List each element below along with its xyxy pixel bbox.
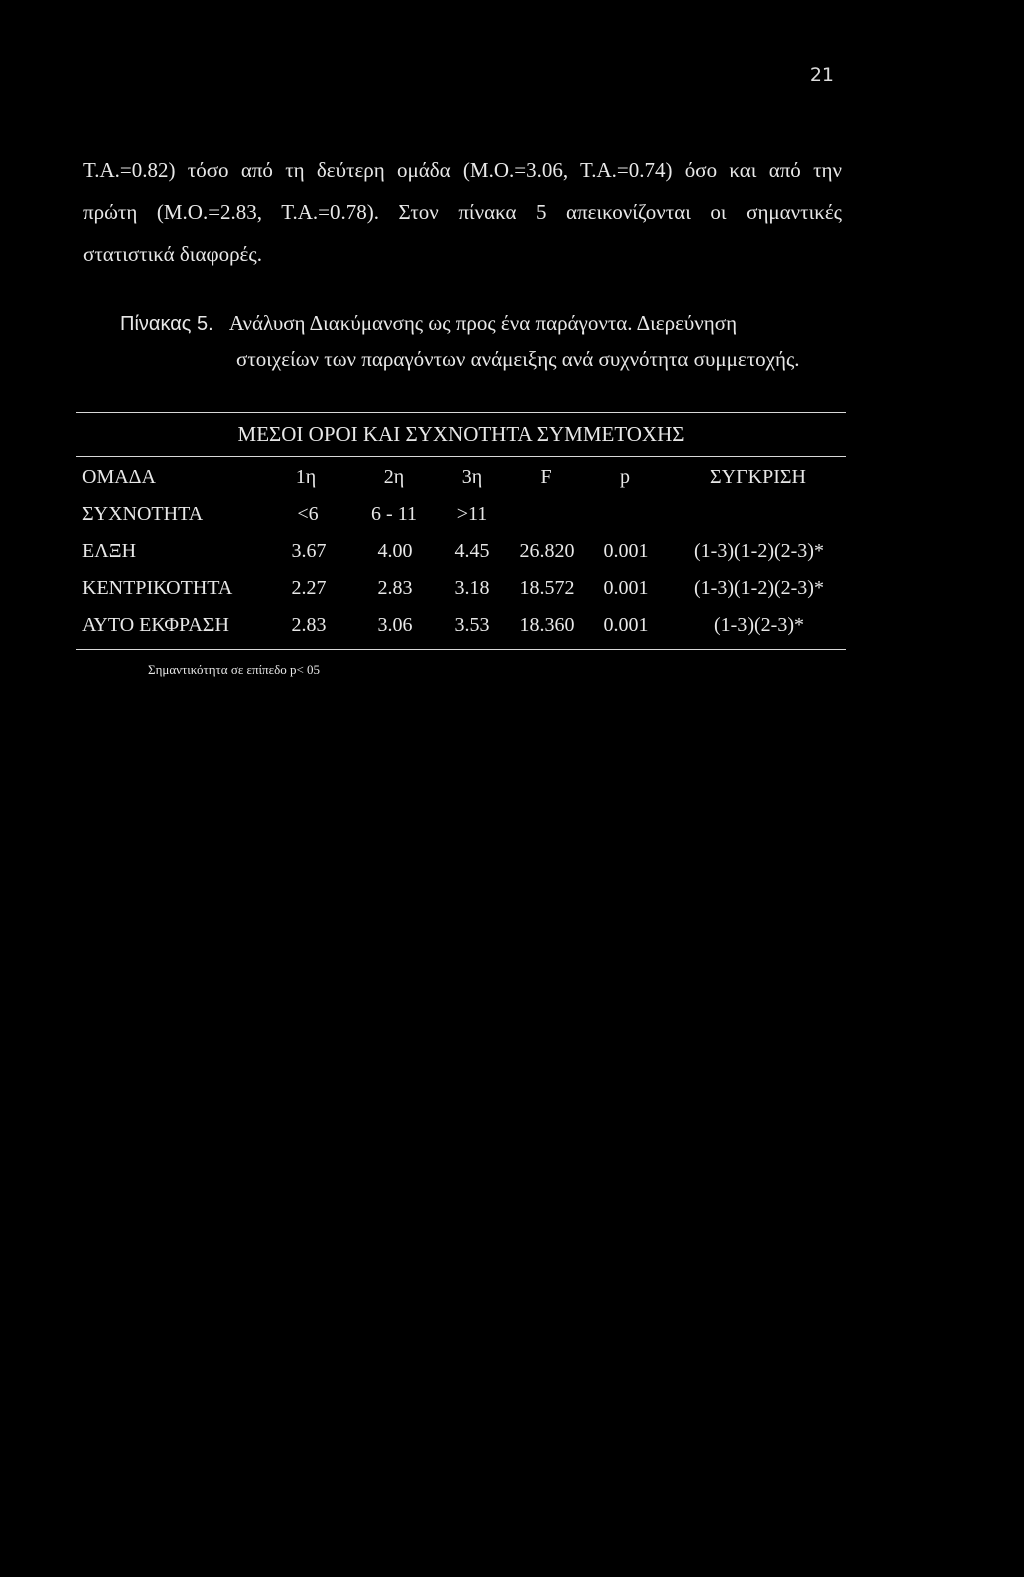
paragraph-line: πρώτη (Μ.Ο.=2.83, Τ.Α.=0.78). Στον πίνακα 5 απεικονίζονται οι σημαντικές (83, 200, 842, 224)
header-cell-f: F (540, 466, 552, 488)
table-cell: 2.83 (377, 577, 413, 599)
table-title: ΜΕΣΟΙ ΟΡΟΙ ΚΑΙ ΣΥΧΝΟΤΗΤΑ ΣΥΜΜΕΤΟΧΗΣ (237, 422, 685, 446)
header-cell-3rd: 3η (461, 466, 483, 488)
table-cell: ΕΛΞΗ (82, 540, 137, 562)
table-cell: 2.83 (291, 614, 327, 636)
paragraph-line: Τ.Α.=0.82) τόσο από τη δεύτερη ομάδα (Μ.Ο.=3.06, Τ.Α.=0.74) όσο και από την (83, 158, 842, 182)
page-number: 21 (809, 64, 834, 86)
table-caption-line-1 (120, 311, 737, 336)
header-cell-comparison: ΣΥΓΚΡΙΣΗ (710, 466, 806, 488)
header-cell-group: ΟΜΑΔΑ (82, 466, 156, 488)
paragraph-line: στατιστικά διαφορές. (83, 242, 262, 266)
table-cell: <6 (297, 503, 319, 525)
table-cell: (1-3)(1-2)(2-3)* (694, 540, 824, 562)
table-cell: 2.27 (291, 577, 327, 599)
table-caption-line-2: στοιχείων των παραγόντων ανάμειξης ανά συχνότητα συμμετοχής. (236, 347, 800, 371)
table-cell: 6 - 11 (371, 503, 417, 525)
table-cell: (1-3)(2-3)* (714, 614, 804, 636)
table-cell: ΚΕΝΤΡΙΚΟΤΗΤΑ (82, 577, 233, 599)
table-cell: (1-3)(1-2)(2-3)* (694, 577, 824, 599)
table-cell: ΣΥΧΝΟΤΗΤΑ (82, 503, 204, 525)
header-cell-2nd: 2η (383, 466, 405, 488)
table-cell: 3.67 (291, 540, 327, 562)
table-cell: 3.06 (377, 614, 413, 636)
table-cell: 3.18 (454, 577, 490, 599)
table-cell: 3.53 (454, 614, 490, 636)
table-caption-label: Πίνακας 5. (120, 313, 214, 335)
table-cell: 4.45 (454, 540, 490, 562)
table-caption-text-1: Ανάλυση Διακύμανσης ως προς ένα παράγοντα. Διερεύνηση (228, 311, 738, 335)
table-cell: 0.001 (603, 614, 649, 636)
table-bottom-rule (76, 649, 846, 650)
table-header-rule (76, 456, 846, 457)
table-top-rule (76, 412, 846, 413)
table-cell: 18.572 (519, 577, 575, 599)
table-cell: 0.001 (603, 540, 649, 562)
table-footnote: Σημαντικότητα σε επίπεδο p< 05 (148, 662, 321, 677)
table-cell: ΑΥΤΟ ΕΚΦΡΑΣΗ (82, 614, 229, 636)
table-cell: 26.820 (519, 540, 575, 562)
table-cell: >11 (456, 503, 488, 525)
table-cell: 4.00 (377, 540, 413, 562)
header-cell-p: p (620, 466, 630, 488)
table-cell: 18.360 (519, 614, 575, 636)
header-cell-1st: 1η (295, 466, 317, 488)
table-cell: 0.001 (603, 577, 649, 599)
